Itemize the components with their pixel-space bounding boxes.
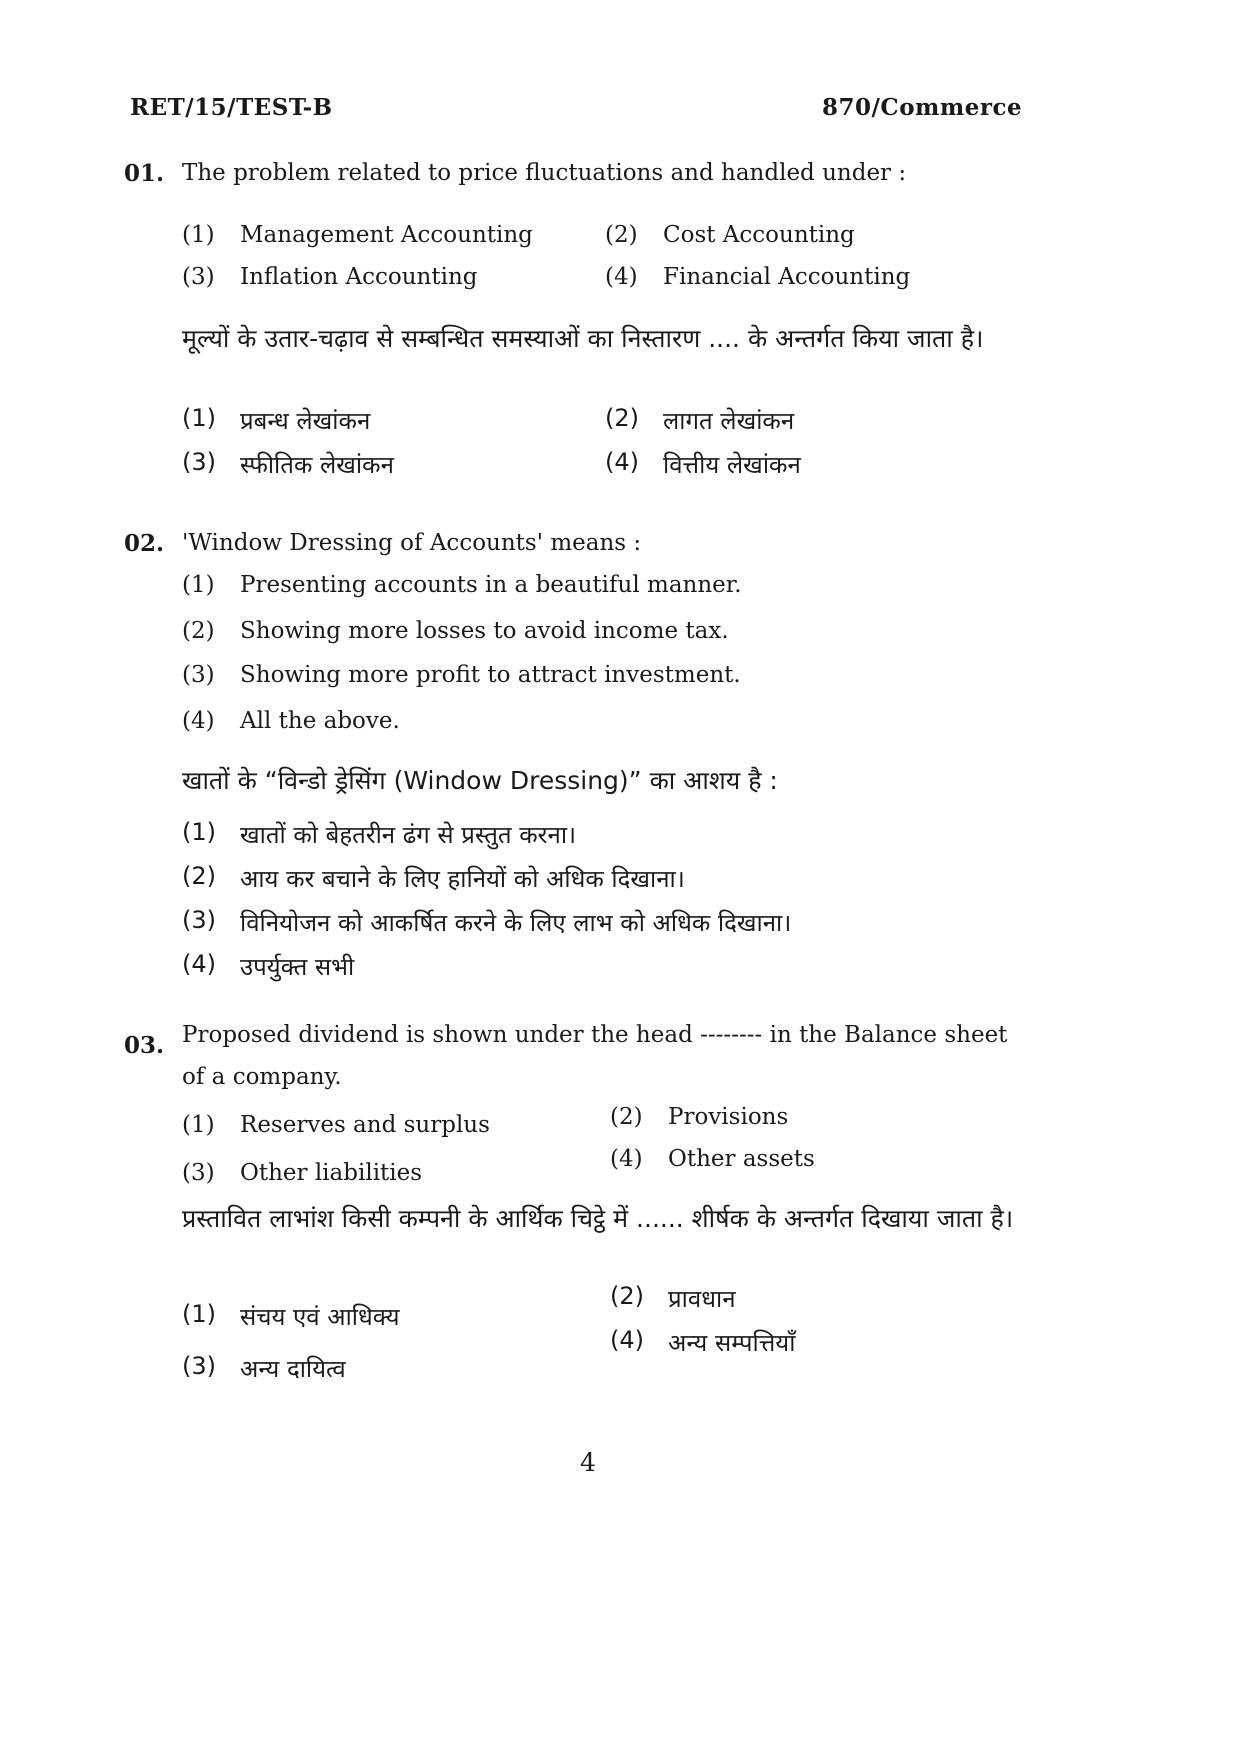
option-text: उपर्युक्त सभी bbox=[240, 953, 355, 981]
option-en bbox=[182, 222, 533, 248]
subject-code: 870/Commerce bbox=[822, 94, 1023, 121]
option-number: (3) bbox=[182, 1160, 215, 1186]
option-hi bbox=[182, 448, 394, 481]
option-hi bbox=[182, 950, 354, 983]
page-number: 4 bbox=[580, 1448, 596, 1477]
option-text: Presenting accounts in a beautiful manner. bbox=[240, 572, 742, 598]
option-number: (2) bbox=[605, 404, 639, 432]
option-number: (1) bbox=[182, 1300, 216, 1328]
option-number: (2) bbox=[610, 1282, 644, 1310]
question-number: 03. bbox=[124, 1032, 165, 1059]
option-number: (1) bbox=[182, 1112, 215, 1138]
option-text: Inflation Accounting bbox=[240, 264, 478, 290]
option-text: प्रबन्ध लेखांकन bbox=[240, 407, 371, 435]
question-text-hi: प्रस्तावित लाभांश किसी कम्पनी के आर्थिक चिट्ठे में ...... शीर्षक के अन्तर्गत दिखाया जाता है। bbox=[182, 1204, 1014, 1233]
option-text: वित्तीय लेखांकन bbox=[663, 451, 801, 479]
question-text-en: Proposed dividend is shown under the head -------- in the Balance sheet of a company. bbox=[182, 1022, 1008, 1090]
option-number: (3) bbox=[182, 264, 215, 290]
question-text-hi: खातों के “विन्डो ड्रेसिंग (Window Dressing)” का आशय है : bbox=[182, 766, 778, 795]
question-number: 02. bbox=[124, 530, 165, 557]
option-text: Financial Accounting bbox=[663, 264, 911, 290]
question-text-en: The problem related to price fluctuations and handled under : bbox=[182, 160, 907, 186]
option-number: (3) bbox=[182, 662, 215, 688]
option-text: संचय एवं आधिक्य bbox=[240, 1303, 400, 1331]
question-text-hi: मूल्यों के उतार-चढ़ाव से सम्बन्धित समस्याओं का निस्तारण .... के अन्तर्गत किया जाता है। bbox=[182, 324, 984, 353]
option-text: Management Accounting bbox=[240, 222, 533, 248]
option-en bbox=[182, 1160, 422, 1186]
option-en bbox=[182, 662, 741, 688]
option-text: Other liabilities bbox=[240, 1160, 423, 1186]
option-number: (1) bbox=[182, 222, 215, 248]
option-number: (3) bbox=[182, 1352, 216, 1380]
option-number: (4) bbox=[182, 708, 215, 734]
option-text: प्रावधान bbox=[668, 1285, 736, 1313]
option-text: Other assets bbox=[668, 1146, 815, 1172]
option-number: (4) bbox=[182, 950, 216, 978]
option-text: अन्य सम्पत्तियाँ bbox=[668, 1329, 796, 1357]
option-text: Provisions bbox=[668, 1104, 789, 1130]
option-text: Showing more profit to attract investment. bbox=[240, 662, 741, 688]
option-en bbox=[610, 1146, 815, 1172]
option-hi bbox=[182, 1300, 400, 1333]
option-number: (4) bbox=[610, 1326, 644, 1354]
option-en bbox=[182, 572, 742, 598]
option-en bbox=[182, 618, 729, 644]
option-number: (1) bbox=[182, 572, 215, 598]
option-en bbox=[605, 222, 855, 248]
option-text: अन्य दायित्व bbox=[240, 1355, 346, 1383]
option-hi bbox=[605, 448, 801, 481]
option-number: (1) bbox=[182, 818, 216, 846]
option-en bbox=[182, 264, 478, 290]
question-text-en: 'Window Dressing of Accounts' means : bbox=[182, 530, 642, 556]
paper-code: RET/15/TEST-B bbox=[130, 94, 333, 121]
option-number: (4) bbox=[605, 264, 638, 290]
option-number: (3) bbox=[182, 906, 216, 934]
option-number: (4) bbox=[610, 1146, 643, 1172]
option-number: (2) bbox=[605, 222, 638, 248]
option-text: लागत लेखांकन bbox=[663, 407, 795, 435]
question-number: 01. bbox=[124, 160, 165, 187]
option-hi bbox=[182, 818, 576, 851]
option-number: (2) bbox=[610, 1104, 643, 1130]
option-text: All the above. bbox=[240, 708, 400, 734]
option-hi bbox=[182, 1352, 346, 1385]
option-en bbox=[182, 1112, 490, 1138]
option-number: (3) bbox=[182, 448, 216, 476]
option-number: (2) bbox=[182, 618, 215, 644]
option-en bbox=[605, 264, 910, 290]
option-text: खातों को बेहतरीन ढंग से प्रस्तुत करना। bbox=[240, 821, 577, 849]
option-hi bbox=[610, 1326, 795, 1359]
option-en bbox=[182, 708, 400, 734]
option-text: विनियोजन को आकर्षित करने के लिए लाभ को अधिक दिखाना। bbox=[240, 909, 792, 937]
option-hi bbox=[610, 1282, 736, 1315]
option-text: स्फीतिक लेखांकन bbox=[240, 451, 394, 479]
option-number: (1) bbox=[182, 404, 216, 432]
option-hi bbox=[182, 862, 685, 895]
option-number: (4) bbox=[605, 448, 639, 476]
option-en bbox=[610, 1104, 788, 1130]
option-text: आय कर बचाने के लिए हानियों को अधिक दिखाना। bbox=[240, 865, 685, 893]
option-text: Showing more losses to avoid income tax. bbox=[240, 618, 729, 644]
option-text: Reserves and surplus bbox=[240, 1112, 490, 1138]
option-text: Cost Accounting bbox=[663, 222, 855, 248]
option-hi bbox=[605, 404, 794, 437]
option-hi bbox=[182, 404, 370, 437]
option-hi bbox=[182, 906, 791, 939]
option-number: (2) bbox=[182, 862, 216, 890]
